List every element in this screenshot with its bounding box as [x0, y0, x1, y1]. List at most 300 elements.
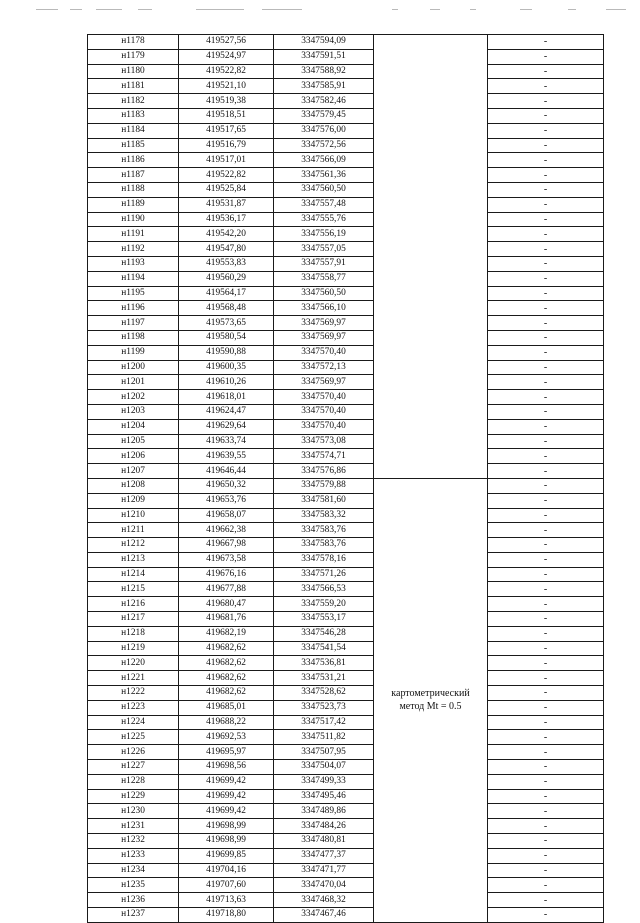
y-coordinate-cell: 3347560,50	[274, 286, 374, 301]
x-coordinate-cell: 419682,19	[179, 626, 274, 641]
table-row	[88, 656, 604, 671]
x-coordinate-cell: 419692,53	[179, 730, 274, 745]
y-coordinate-cell: 3347561,36	[274, 168, 374, 183]
table-row	[88, 730, 604, 745]
coordinates-table-body	[88, 35, 604, 923]
x-coordinate-cell: 419653,76	[179, 493, 274, 508]
y-coordinate-cell: 3347579,45	[274, 108, 374, 123]
table-row	[88, 35, 604, 50]
x-coordinate-cell: 419698,56	[179, 760, 274, 775]
dash-cell: -	[488, 612, 604, 627]
point-id-cell: н1193	[88, 256, 179, 271]
y-coordinate-cell: 3347579,88	[274, 478, 374, 493]
point-id-cell: н1221	[88, 671, 179, 686]
x-coordinate-cell: 419680,47	[179, 597, 274, 612]
y-coordinate-cell: 3347582,46	[274, 94, 374, 109]
dash-cell: -	[488, 49, 604, 64]
x-coordinate-cell: 419618,01	[179, 390, 274, 405]
y-coordinate-cell: 3347557,48	[274, 197, 374, 212]
dash-cell: -	[488, 478, 604, 493]
point-id-cell: н1215	[88, 582, 179, 597]
table-row	[88, 597, 604, 612]
dash-cell: -	[488, 286, 604, 301]
dash-cell: -	[488, 390, 604, 405]
table-row	[88, 908, 604, 923]
dash-cell: -	[488, 878, 604, 893]
x-coordinate-cell: 419519,38	[179, 94, 274, 109]
x-coordinate-cell: 419629,64	[179, 419, 274, 434]
dash-cell: -	[488, 493, 604, 508]
dash-cell: -	[488, 64, 604, 79]
dash-cell: -	[488, 567, 604, 582]
y-coordinate-cell: 3347571,26	[274, 567, 374, 582]
point-id-cell: н1218	[88, 626, 179, 641]
y-coordinate-cell: 3347583,76	[274, 523, 374, 538]
y-coordinate-cell: 3347570,40	[274, 404, 374, 419]
y-coordinate-cell: 3347581,60	[274, 493, 374, 508]
scan-noise-strip	[0, 6, 640, 14]
x-coordinate-cell: 419676,16	[179, 567, 274, 582]
table-row	[88, 168, 604, 183]
table-row	[88, 449, 604, 464]
x-coordinate-cell: 419682,62	[179, 671, 274, 686]
dash-cell: -	[488, 671, 604, 686]
y-coordinate-cell: 3347583,32	[274, 508, 374, 523]
y-coordinate-cell: 3347470,04	[274, 878, 374, 893]
table-row	[88, 538, 604, 553]
x-coordinate-cell: 419713,63	[179, 893, 274, 908]
dash-cell: -	[488, 153, 604, 168]
table-row	[88, 760, 604, 775]
y-coordinate-cell: 3347576,86	[274, 464, 374, 479]
table-row	[88, 715, 604, 730]
dash-cell: -	[488, 626, 604, 641]
table-row	[88, 893, 604, 908]
x-coordinate-cell: 419699,42	[179, 804, 274, 819]
y-coordinate-cell: 3347572,56	[274, 138, 374, 153]
dash-cell: -	[488, 597, 604, 612]
table-row	[88, 819, 604, 834]
x-coordinate-cell: 419704,16	[179, 863, 274, 878]
x-coordinate-cell: 419527,56	[179, 35, 274, 50]
y-coordinate-cell: 3347484,26	[274, 819, 374, 834]
point-id-cell: н1180	[88, 64, 179, 79]
table-row	[88, 138, 604, 153]
y-coordinate-cell: 3347588,92	[274, 64, 374, 79]
x-coordinate-cell: 419517,65	[179, 123, 274, 138]
point-id-cell: н1183	[88, 108, 179, 123]
point-id-cell: н1210	[88, 508, 179, 523]
x-coordinate-cell: 419624,47	[179, 404, 274, 419]
dash-cell: -	[488, 745, 604, 760]
point-id-cell: н1222	[88, 686, 179, 701]
table-row	[88, 686, 604, 701]
table-row	[88, 464, 604, 479]
table-row	[88, 390, 604, 405]
point-id-cell: н1200	[88, 360, 179, 375]
table-row	[88, 626, 604, 641]
dash-cell: -	[488, 449, 604, 464]
table-row	[88, 212, 604, 227]
table-row	[88, 108, 604, 123]
x-coordinate-cell: 419590,88	[179, 345, 274, 360]
x-coordinate-cell: 419677,88	[179, 582, 274, 597]
point-id-cell: н1206	[88, 449, 179, 464]
table-row	[88, 94, 604, 109]
x-coordinate-cell: 419658,07	[179, 508, 274, 523]
dash-cell: -	[488, 508, 604, 523]
y-coordinate-cell: 3347556,19	[274, 227, 374, 242]
point-id-cell: н1214	[88, 567, 179, 582]
point-id-cell: н1205	[88, 434, 179, 449]
point-id-cell: н1199	[88, 345, 179, 360]
y-coordinate-cell: 3347585,91	[274, 79, 374, 94]
dash-cell: -	[488, 908, 604, 923]
point-id-cell: н1181	[88, 79, 179, 94]
table-row	[88, 700, 604, 715]
point-id-cell: н1227	[88, 760, 179, 775]
method-cell	[374, 35, 488, 479]
point-id-cell: н1228	[88, 774, 179, 789]
point-id-cell: н1204	[88, 419, 179, 434]
dash-cell: -	[488, 848, 604, 863]
x-coordinate-cell: 419662,38	[179, 523, 274, 538]
point-id-cell: н1185	[88, 138, 179, 153]
x-coordinate-cell: 419600,35	[179, 360, 274, 375]
point-id-cell: н1202	[88, 390, 179, 405]
y-coordinate-cell: 3347576,00	[274, 123, 374, 138]
dash-cell: -	[488, 804, 604, 819]
point-id-cell: н1232	[88, 834, 179, 849]
x-coordinate-cell: 419699,85	[179, 848, 274, 863]
table-row	[88, 878, 604, 893]
point-id-cell: н1216	[88, 597, 179, 612]
x-coordinate-cell: 419580,54	[179, 330, 274, 345]
point-id-cell: н1182	[88, 94, 179, 109]
x-coordinate-cell: 419553,83	[179, 256, 274, 271]
table-row	[88, 848, 604, 863]
point-id-cell: н1187	[88, 168, 179, 183]
dash-cell: -	[488, 419, 604, 434]
y-coordinate-cell: 3347553,17	[274, 612, 374, 627]
x-coordinate-cell: 419695,97	[179, 745, 274, 760]
table-row	[88, 508, 604, 523]
point-id-cell: н1189	[88, 197, 179, 212]
dash-cell: -	[488, 834, 604, 849]
point-id-cell: н1190	[88, 212, 179, 227]
point-id-cell: н1203	[88, 404, 179, 419]
y-coordinate-cell: 3347467,46	[274, 908, 374, 923]
table-row	[88, 182, 604, 197]
table-row	[88, 316, 604, 331]
table-row	[88, 404, 604, 419]
point-id-cell: н1225	[88, 730, 179, 745]
x-coordinate-cell: 419707,60	[179, 878, 274, 893]
dash-cell: -	[488, 774, 604, 789]
x-coordinate-cell: 419564,17	[179, 286, 274, 301]
dash-cell: -	[488, 301, 604, 316]
x-coordinate-cell: 419560,29	[179, 271, 274, 286]
table-row	[88, 567, 604, 582]
y-coordinate-cell: 3347523,73	[274, 700, 374, 715]
dash-cell: -	[488, 256, 604, 271]
y-coordinate-cell: 3347574,71	[274, 449, 374, 464]
x-coordinate-cell: 419639,55	[179, 449, 274, 464]
table-row	[88, 745, 604, 760]
y-coordinate-cell: 3347573,08	[274, 434, 374, 449]
point-id-cell: н1229	[88, 789, 179, 804]
point-id-cell: н1226	[88, 745, 179, 760]
point-id-cell: н1201	[88, 375, 179, 390]
y-coordinate-cell: 3347559,20	[274, 597, 374, 612]
y-coordinate-cell: 3347504,07	[274, 760, 374, 775]
dash-cell: -	[488, 316, 604, 331]
point-id-cell: н1192	[88, 242, 179, 257]
table-row	[88, 242, 604, 257]
y-coordinate-cell: 3347578,16	[274, 552, 374, 567]
table-row	[88, 582, 604, 597]
table-row	[88, 641, 604, 656]
point-id-cell: н1184	[88, 123, 179, 138]
x-coordinate-cell: 419646,44	[179, 464, 274, 479]
table-row	[88, 863, 604, 878]
x-coordinate-cell: 419524,97	[179, 49, 274, 64]
x-coordinate-cell: 419699,42	[179, 774, 274, 789]
y-coordinate-cell: 3347471,77	[274, 863, 374, 878]
table-row	[88, 330, 604, 345]
table-row	[88, 286, 604, 301]
y-coordinate-cell: 3347557,91	[274, 256, 374, 271]
table-row	[88, 360, 604, 375]
point-id-cell: н1186	[88, 153, 179, 168]
table-row	[88, 301, 604, 316]
dash-cell: -	[488, 893, 604, 908]
point-id-cell: н1213	[88, 552, 179, 567]
table-row	[88, 552, 604, 567]
table-row	[88, 64, 604, 79]
y-coordinate-cell: 3347560,50	[274, 182, 374, 197]
x-coordinate-cell: 419698,99	[179, 819, 274, 834]
point-id-cell: н1188	[88, 182, 179, 197]
table-row	[88, 523, 604, 538]
table-row	[88, 256, 604, 271]
dash-cell: -	[488, 789, 604, 804]
y-coordinate-cell: 3347546,28	[274, 626, 374, 641]
dash-cell: -	[488, 330, 604, 345]
dash-cell: -	[488, 700, 604, 715]
x-coordinate-cell: 419518,51	[179, 108, 274, 123]
y-coordinate-cell: 3347489,86	[274, 804, 374, 819]
x-coordinate-cell: 419610,26	[179, 375, 274, 390]
dash-cell: -	[488, 730, 604, 745]
dash-cell: -	[488, 94, 604, 109]
y-coordinate-cell: 3347569,97	[274, 375, 374, 390]
dash-cell: -	[488, 227, 604, 242]
method-cell: картометрический метод Mt = 0.5	[374, 478, 488, 922]
y-coordinate-cell: 3347566,09	[274, 153, 374, 168]
x-coordinate-cell: 419573,65	[179, 316, 274, 331]
dash-cell: -	[488, 360, 604, 375]
point-id-cell: н1208	[88, 478, 179, 493]
point-id-cell: н1207	[88, 464, 179, 479]
point-id-cell: н1234	[88, 863, 179, 878]
x-coordinate-cell: 419568,48	[179, 301, 274, 316]
y-coordinate-cell: 3347594,09	[274, 35, 374, 50]
y-coordinate-cell: 3347591,51	[274, 49, 374, 64]
dash-cell: -	[488, 434, 604, 449]
y-coordinate-cell: 3347570,40	[274, 419, 374, 434]
point-id-cell: н1211	[88, 523, 179, 538]
dash-cell: -	[488, 271, 604, 286]
x-coordinate-cell: 419650,32	[179, 478, 274, 493]
dash-cell: -	[488, 464, 604, 479]
point-id-cell: н1178	[88, 35, 179, 50]
x-coordinate-cell: 419718,80	[179, 908, 274, 923]
dash-cell: -	[488, 404, 604, 419]
table-row	[88, 789, 604, 804]
y-coordinate-cell: 3347507,95	[274, 745, 374, 760]
x-coordinate-cell: 419682,62	[179, 641, 274, 656]
table-row	[88, 478, 604, 493]
dash-cell: -	[488, 242, 604, 257]
x-coordinate-cell: 419531,87	[179, 197, 274, 212]
y-coordinate-cell: 3347569,97	[274, 316, 374, 331]
dash-cell: -	[488, 212, 604, 227]
x-coordinate-cell: 419525,84	[179, 182, 274, 197]
dash-cell: -	[488, 138, 604, 153]
point-id-cell: н1198	[88, 330, 179, 345]
y-coordinate-cell: 3347536,81	[274, 656, 374, 671]
y-coordinate-cell: 3347570,40	[274, 390, 374, 405]
dash-cell: -	[488, 168, 604, 183]
x-coordinate-cell: 419542,20	[179, 227, 274, 242]
x-coordinate-cell: 419522,82	[179, 64, 274, 79]
dash-cell: -	[488, 715, 604, 730]
point-id-cell: н1223	[88, 700, 179, 715]
dash-cell: -	[488, 552, 604, 567]
x-coordinate-cell: 419681,76	[179, 612, 274, 627]
point-id-cell: н1237	[88, 908, 179, 923]
table-row	[88, 671, 604, 686]
y-coordinate-cell: 3347541,54	[274, 641, 374, 656]
dash-cell: -	[488, 819, 604, 834]
y-coordinate-cell: 3347566,10	[274, 301, 374, 316]
table-row	[88, 197, 604, 212]
y-coordinate-cell: 3347572,13	[274, 360, 374, 375]
x-coordinate-cell: 419667,98	[179, 538, 274, 553]
y-coordinate-cell: 3347583,76	[274, 538, 374, 553]
point-id-cell: н1217	[88, 612, 179, 627]
table-row	[88, 123, 604, 138]
point-id-cell: н1191	[88, 227, 179, 242]
dash-cell: -	[488, 375, 604, 390]
point-id-cell: н1220	[88, 656, 179, 671]
point-id-cell: н1194	[88, 271, 179, 286]
table-row	[88, 345, 604, 360]
dash-cell: -	[488, 523, 604, 538]
dash-cell: -	[488, 686, 604, 701]
dash-cell: -	[488, 197, 604, 212]
y-coordinate-cell: 3347557,05	[274, 242, 374, 257]
x-coordinate-cell: 419682,62	[179, 686, 274, 701]
table-row	[88, 271, 604, 286]
point-id-cell: н1231	[88, 819, 179, 834]
x-coordinate-cell: 419633,74	[179, 434, 274, 449]
dash-cell: -	[488, 760, 604, 775]
table-row	[88, 804, 604, 819]
y-coordinate-cell: 3347517,42	[274, 715, 374, 730]
table-row	[88, 419, 604, 434]
table-row	[88, 493, 604, 508]
x-coordinate-cell: 419685,01	[179, 700, 274, 715]
point-id-cell: н1195	[88, 286, 179, 301]
table-row	[88, 153, 604, 168]
dash-cell: -	[488, 538, 604, 553]
point-id-cell: н1179	[88, 49, 179, 64]
y-coordinate-cell: 3347511,82	[274, 730, 374, 745]
x-coordinate-cell: 419688,22	[179, 715, 274, 730]
point-id-cell: н1224	[88, 715, 179, 730]
x-coordinate-cell: 419682,62	[179, 656, 274, 671]
dash-cell: -	[488, 863, 604, 878]
point-id-cell: н1236	[88, 893, 179, 908]
x-coordinate-cell: 419536,17	[179, 212, 274, 227]
y-coordinate-cell: 3347468,32	[274, 893, 374, 908]
y-coordinate-cell: 3347569,97	[274, 330, 374, 345]
y-coordinate-cell: 3347570,40	[274, 345, 374, 360]
x-coordinate-cell: 419699,42	[179, 789, 274, 804]
point-id-cell: н1235	[88, 878, 179, 893]
y-coordinate-cell: 3347558,77	[274, 271, 374, 286]
dash-cell: -	[488, 79, 604, 94]
table-row	[88, 79, 604, 94]
table-row	[88, 49, 604, 64]
point-id-cell: н1212	[88, 538, 179, 553]
x-coordinate-cell: 419516,79	[179, 138, 274, 153]
y-coordinate-cell: 3347477,37	[274, 848, 374, 863]
y-coordinate-cell: 3347555,76	[274, 212, 374, 227]
point-id-cell: н1196	[88, 301, 179, 316]
dash-cell: -	[488, 35, 604, 50]
point-id-cell: н1219	[88, 641, 179, 656]
point-id-cell: н1230	[88, 804, 179, 819]
table-row	[88, 434, 604, 449]
x-coordinate-cell: 419673,58	[179, 552, 274, 567]
dash-cell: -	[488, 182, 604, 197]
y-coordinate-cell: 3347528,62	[274, 686, 374, 701]
coordinates-table	[87, 34, 604, 923]
y-coordinate-cell: 3347499,33	[274, 774, 374, 789]
y-coordinate-cell: 3347495,46	[274, 789, 374, 804]
y-coordinate-cell: 3347531,21	[274, 671, 374, 686]
dash-cell: -	[488, 123, 604, 138]
y-coordinate-cell: 3347566,53	[274, 582, 374, 597]
x-coordinate-cell: 419698,99	[179, 834, 274, 849]
table-row	[88, 834, 604, 849]
dash-cell: -	[488, 641, 604, 656]
dash-cell: -	[488, 345, 604, 360]
table-row	[88, 612, 604, 627]
dash-cell: -	[488, 656, 604, 671]
x-coordinate-cell: 419521,10	[179, 79, 274, 94]
table-row	[88, 227, 604, 242]
dash-cell: -	[488, 582, 604, 597]
point-id-cell: н1209	[88, 493, 179, 508]
x-coordinate-cell: 419522,82	[179, 168, 274, 183]
point-id-cell: н1197	[88, 316, 179, 331]
table-row	[88, 375, 604, 390]
x-coordinate-cell: 419517,01	[179, 153, 274, 168]
